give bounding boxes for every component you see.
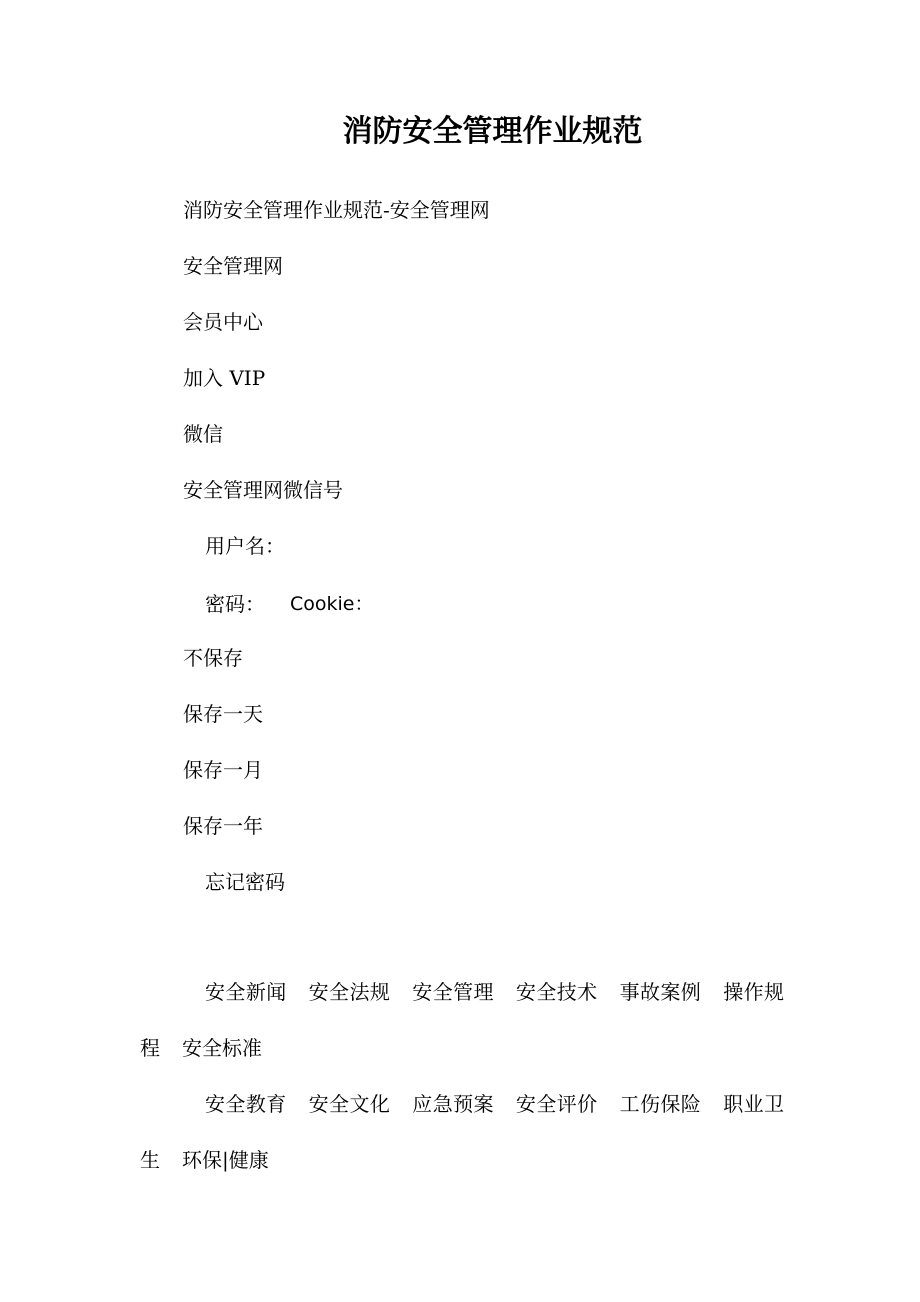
nav-row-2 [140, 1076, 784, 1188]
cookie-label: Cookie： [290, 593, 374, 615]
member-center-link[interactable]: 会员中心 [183, 310, 263, 334]
cookie-option-year[interactable]: 保存一年 [183, 814, 263, 838]
subtitle-link[interactable]: 消防安全管理作业规范-安全管理网 [183, 198, 490, 222]
nav-link-standards[interactable]: 安全标准 [182, 1036, 262, 1060]
join-vip-link[interactable]: 加入 VIP [183, 366, 266, 390]
forgot-password-link[interactable]: 忘记密码 [205, 870, 285, 894]
nav-link-injury-insurance[interactable]: 工伤保险 [619, 1092, 702, 1116]
nav-link-procedures[interactable]: 操作规程 [140, 980, 785, 1060]
cookie-option-day[interactable]: 保存一天 [183, 702, 263, 726]
nav-link-education[interactable]: 安全教育 [205, 1092, 287, 1116]
nav-link-accident-cases[interactable]: 事故案例 [619, 980, 702, 1004]
nav-link-culture[interactable]: 安全文化 [308, 1092, 391, 1116]
cookie-option-none[interactable]: 不保存 [183, 646, 243, 670]
nav-row-1 [140, 964, 784, 1076]
nav-link-occupational-health[interactable]: 职业卫生 [140, 1092, 785, 1172]
nav-link-evaluation[interactable]: 安全评价 [515, 1092, 598, 1116]
password-label: 密码： [205, 592, 265, 616]
wechat-account-link[interactable]: 安全管理网微信号 [183, 478, 343, 502]
username-label: 用户名： [205, 534, 285, 558]
nav-link-management[interactable]: 安全管理 [412, 980, 494, 1004]
cookie-option-month[interactable]: 保存一月 [183, 758, 263, 782]
nav-link-laws[interactable]: 安全法规 [308, 980, 391, 1004]
site-name-link[interactable]: 安全管理网 [183, 254, 283, 278]
nav-link-technology[interactable]: 安全技术 [515, 980, 598, 1004]
nav-link-news[interactable]: 安全新闻 [205, 980, 287, 1004]
wechat-link[interactable]: 微信 [183, 422, 223, 446]
nav-link-environment-health[interactable]: 环保|健康 [182, 1148, 269, 1172]
page-title: 消防安全管理作业规范 [342, 114, 643, 149]
nav-link-emergency-plans[interactable]: 应急预案 [412, 1092, 494, 1116]
